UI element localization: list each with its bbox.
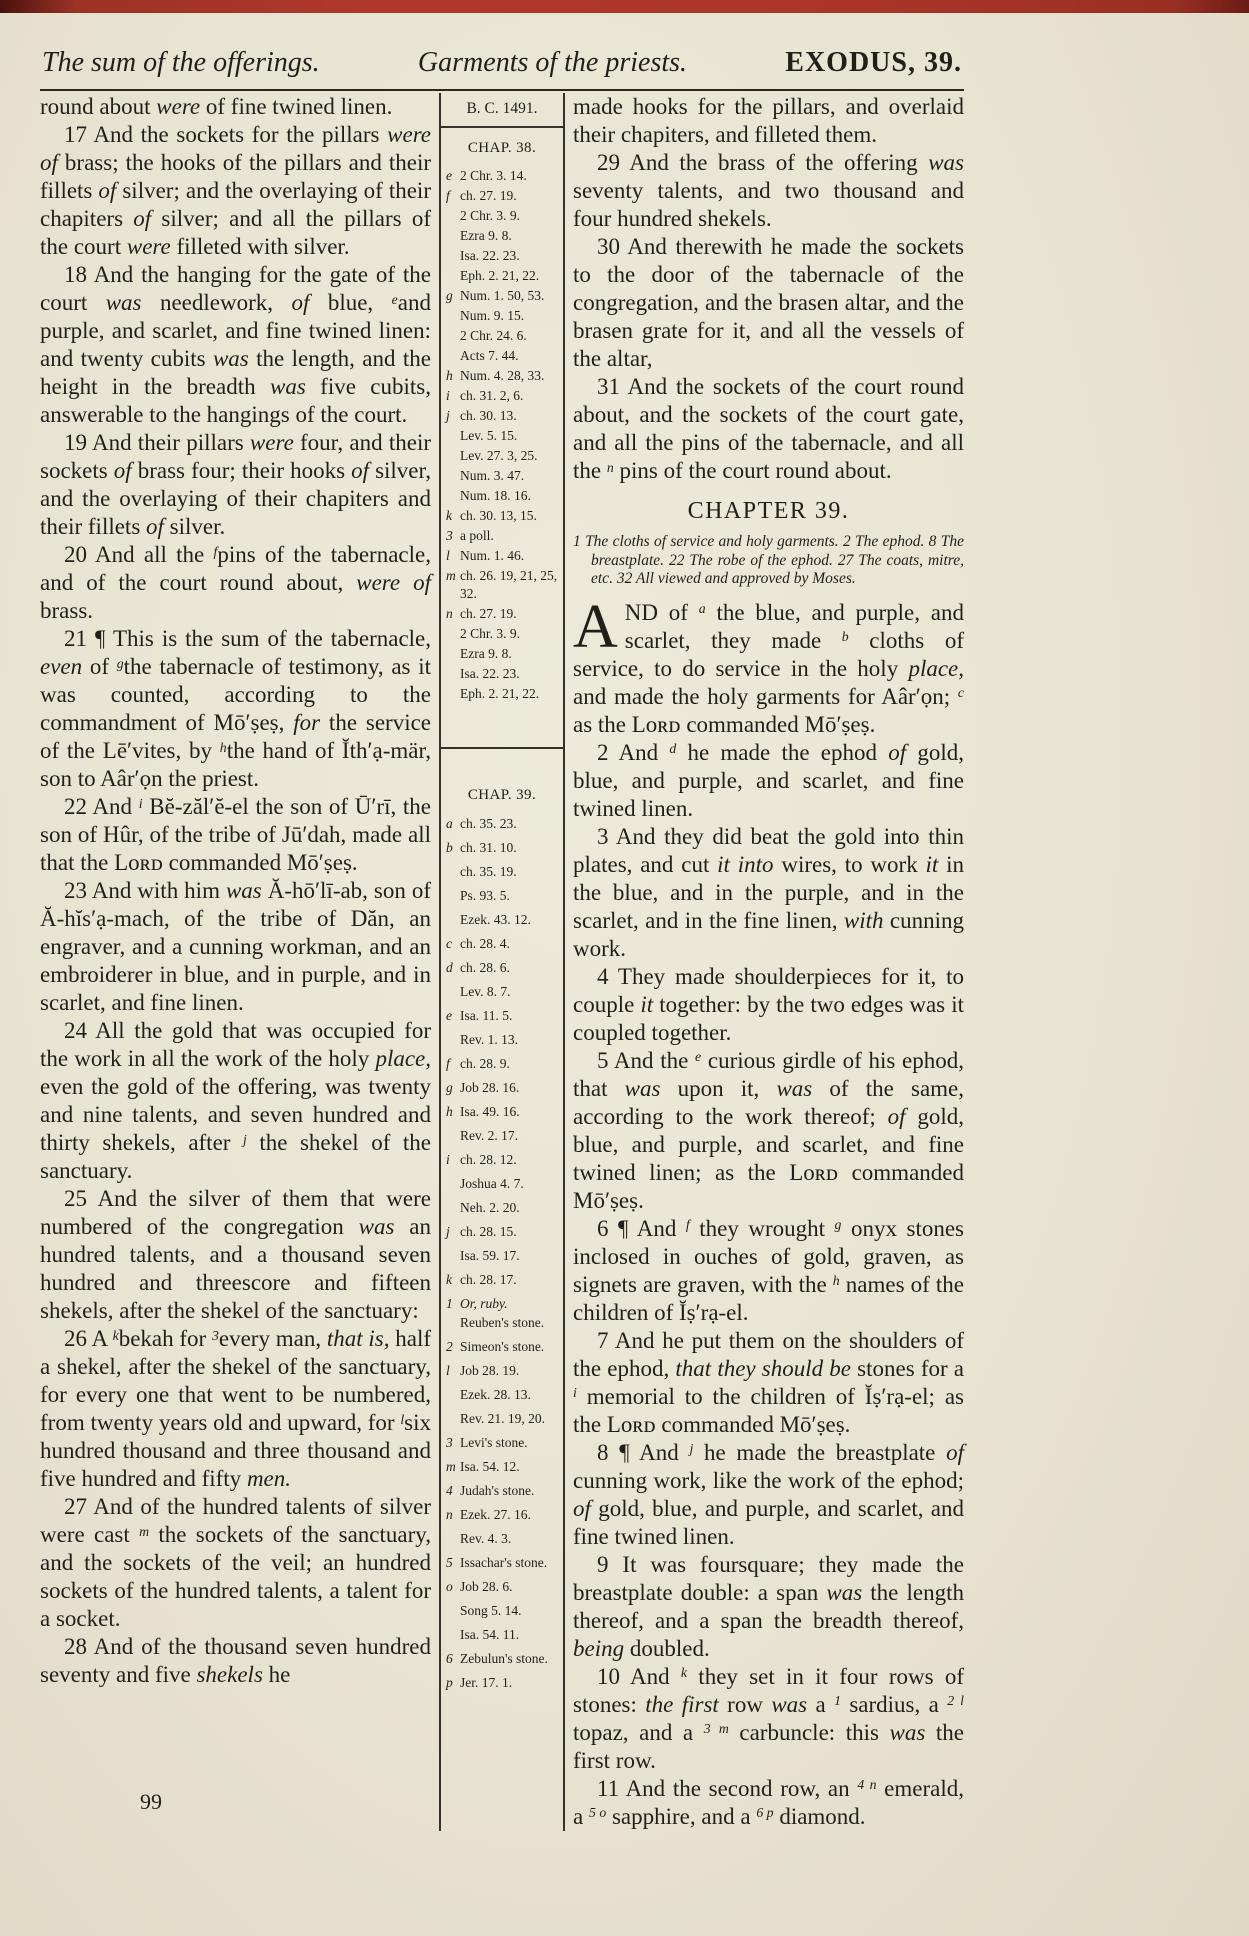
running-head — [40, 13, 964, 91]
reference-key — [446, 625, 460, 643]
reference-text: Ezra 9. 8. — [460, 646, 512, 661]
reference-key: f — [446, 188, 450, 203]
verse-paragraph: 31 And the sockets of the court round about, and the sockets of the court gate, and all the pins of the tabernacle, and all the $^n$ pins of the court round about. — [573, 374, 964, 483]
cross-reference — [446, 227, 558, 245]
reference-key — [446, 982, 460, 1001]
cross-reference — [446, 1481, 558, 1500]
reference-key: g — [446, 288, 453, 303]
bc-date: B. C. 1491. — [441, 93, 563, 128]
verse-paragraph: 4 They made shoulderpieces for it, to couple it together: by the two edges was it coupled together. — [573, 963, 964, 1045]
reference-text: Isa. 11. 5. — [460, 1008, 513, 1023]
reference-text: ch. 26. 19, 21, 25, 32. — [460, 568, 558, 601]
reference-key — [446, 1030, 460, 1049]
reference-text: Jer. 17. 1. — [460, 1675, 513, 1690]
cross-reference — [446, 1649, 558, 1668]
reference-text: Rev. 2. 17. — [460, 1128, 518, 1143]
cross-reference — [446, 367, 558, 385]
reference-key — [446, 267, 460, 285]
cross-reference — [446, 1150, 558, 1169]
right-text-column — [565, 93, 964, 1831]
chap-39-references — [446, 814, 558, 1692]
cross-reference — [446, 1270, 558, 1289]
reference-text: 2 Chr. 3. 9. — [460, 626, 521, 641]
cross-reference — [446, 814, 558, 833]
reference-text: Ps. 93. 5. — [460, 888, 510, 903]
reference-key: j — [446, 1224, 450, 1239]
reference-text: Ezek. 28. 13. — [460, 1387, 531, 1402]
reference-text: Or, ruby. Reuben's stone. — [460, 1296, 545, 1330]
reference-key — [446, 1409, 460, 1428]
reference-key — [446, 1198, 460, 1217]
reference-text: Rev. 4. 3. — [460, 1531, 512, 1546]
reference-text: a poll. — [460, 528, 494, 543]
running-head-book-reference: EXODUS, 39. — [785, 47, 962, 78]
reference-text: Rev. 1. 13. — [460, 1032, 518, 1047]
reference-text: ch. 28. 12. — [460, 1152, 517, 1167]
reference-key — [446, 1529, 460, 1548]
cross-reference — [446, 838, 558, 857]
reference-key: d — [446, 960, 453, 975]
reference-text: Job 28. 6. — [460, 1579, 513, 1594]
cross-reference — [446, 1673, 558, 1692]
cross-reference — [446, 247, 558, 265]
reference-text: Ezek. 43. 12. — [460, 912, 531, 927]
cross-reference — [446, 1294, 558, 1332]
left-text-column — [40, 93, 439, 1831]
reference-key — [446, 307, 460, 325]
verse-paragraph: 25 And the silver of them that were numbered of the congregation was an hundred talents, and a thousand seven hundred and threescore and fifteen shekels, after the shekel of the sanctuary: — [40, 1186, 431, 1323]
verse-paragraph: 23 And with him was Ă-hō′lī-ab, son of Ă-hĭs′ạ-mach, of the tribe of Dăn, an engraver, and a cunning workman, and an embroiderer in blue, and in purple, and in scarlet, and fine linen. — [40, 878, 432, 1015]
reference-key: b — [446, 840, 453, 855]
verse-paragraph: 2 And $^d$ he made the ephod of gold, blue, and purple, and scarlet, and fine twined linen. — [573, 739, 965, 821]
reference-text: ch. 27. 19. — [460, 606, 517, 621]
cross-reference — [446, 1625, 558, 1644]
reference-key: i — [446, 1152, 450, 1167]
reference-text: Isa. 54. 11. — [460, 1627, 520, 1642]
reference-key — [446, 645, 460, 663]
cross-reference — [446, 1385, 558, 1404]
reference-key: m — [446, 568, 456, 583]
verse-paragraph: 21 ¶ This is the sum of the tabernacle, even of $^g$the tabernacle of testimony, as it was counted, according to the commandment of Mō′ṣeṣ, for the service of the Lē′vites, by $^h$the hand of Ĭth′ạ-mär, son to Aâr′ọn the priest. — [40, 626, 431, 791]
reference-text: ch. 35. 23. — [460, 816, 517, 831]
cross-reference — [446, 1198, 558, 1217]
cross-reference — [446, 934, 558, 953]
reference-text: ch. 31. 10. — [460, 840, 517, 855]
reference-text: ch. 28. 9. — [460, 1056, 510, 1071]
reference-key: l — [446, 548, 450, 563]
verse-paragraph: 18 And the hanging for the gate of the court was needlework, of blue, $^e$and purple, and scarlet, and fine twined linen: and twenty cubits was the length, and the height in the breadth was five cubits, answerable to the hangings of the court. — [40, 262, 431, 427]
chap-38-heading: CHAP. 38. — [467, 140, 537, 156]
reference-key — [446, 327, 460, 345]
cross-reference — [446, 1577, 558, 1596]
cross-reference — [446, 267, 558, 285]
verse-paragraph: 24 All the gold that was occupied for the work in all the work of the holy place, even the gold of the offering, was twenty and nine talents, and seven hundred and thirty shekels, after $^j$ the shekel of the sanctuary. — [40, 1018, 431, 1183]
reference-text: Lev. 5. 15. — [460, 428, 518, 443]
verse-paragraph: 5 And the $^e$ curious girdle of his ephod, that was upon it, was of the same, according to the work thereof; of gold, blue, and purple, and scarlet, and fine twined linen; as the Lᴏʀᴅ commanded Mō′ṣeṣ. — [573, 1047, 965, 1213]
reference-text: Acts 7. 44. — [460, 348, 519, 363]
reference-key: e — [446, 168, 452, 183]
reference-key — [446, 886, 460, 905]
reference-key: 5 — [446, 1555, 453, 1570]
reference-text: Song 5. 14. — [460, 1603, 522, 1618]
cross-reference — [446, 1409, 558, 1428]
reference-key: a — [446, 816, 453, 831]
cross-reference — [446, 910, 558, 929]
reference-text: Issachar's stone. — [460, 1555, 548, 1570]
reference-text: 2 Chr. 3. 14. — [460, 168, 527, 183]
verse-paragraph: 10 And $^k$ they set in it four rows of stones: the first row was a $^1$ sardius, a $^{2 l}$ topaz, and a $^{3 m}$ carbuncle: this was the first row. — [573, 1663, 965, 1773]
reference-text: ch. 35. 19. — [460, 864, 517, 879]
cross-reference — [446, 1078, 558, 1097]
cross-reference — [446, 1553, 558, 1572]
verse-paragraph: round about were of fine twined linen. — [40, 94, 393, 119]
reference-key: 3 — [446, 528, 453, 543]
verse-paragraph: 6 ¶ And $^f$ they wrought $^g$ onyx stones inclosed in ouches of gold, graven, as signets are graven, with the $^h$ names of the children of Ĭṣ′rạ-el. — [573, 1215, 965, 1325]
reference-key: m — [446, 1459, 456, 1474]
cross-reference — [446, 1361, 558, 1380]
verse-paragraph: made hooks for the pillars, and overlaid their chapiters, and filleted them. — [573, 94, 964, 147]
cross-reference — [446, 625, 558, 643]
cross-reference — [446, 207, 558, 225]
reference-text: Zebulun's stone. — [460, 1651, 548, 1666]
reference-text: ch. 28. 17. — [460, 1272, 517, 1287]
verse-paragraph: 8 ¶ And $^j$ he made the breastplate of cunning work, like the work of the ephod; of gold, blue, and purple, and scarlet, and fine twined linen. — [573, 1439, 965, 1549]
reference-key — [446, 1625, 460, 1644]
reference-text: Ezra 9. 8. — [460, 228, 512, 243]
reference-key: 2 — [446, 1339, 453, 1354]
verse-paragraph: 30 And therewith he made the sockets to the door of the tabernacle of the congregation, and the brasen altar, and the brasen grate for it, and all the vessels of the altar, — [573, 234, 964, 371]
cross-reference — [446, 982, 558, 1001]
cross-reference — [446, 1030, 558, 1049]
cross-reference — [446, 387, 558, 405]
reference-text: Num. 9. 15. — [460, 308, 525, 323]
page-top-red-edge — [0, 0, 1249, 13]
reference-key — [446, 862, 460, 881]
chap-39-heading: CHAP. 39. — [467, 787, 537, 803]
cross-reference — [446, 167, 558, 185]
cross-reference — [446, 685, 558, 703]
reference-key: n — [446, 1507, 453, 1522]
reference-key — [446, 447, 460, 465]
reference-key — [446, 665, 460, 683]
right-column-top-verses — [573, 93, 964, 485]
cross-reference — [446, 327, 558, 345]
cross-reference — [446, 447, 558, 465]
running-head-left-title: The sum of the offerings. — [42, 47, 320, 78]
cross-reference — [446, 1457, 558, 1476]
cross-reference — [446, 958, 558, 977]
reference-key — [446, 685, 460, 703]
reference-text: Lev. 27. 3, 25. — [460, 448, 538, 463]
cross-reference — [446, 487, 558, 505]
cross-reference — [446, 1102, 558, 1121]
reference-text: Rev. 21. 19, 20. — [460, 1411, 545, 1426]
reference-text: Isa. 49. 16. — [460, 1104, 520, 1119]
cross-reference — [446, 1246, 558, 1265]
reference-text: ch. 28. 6. — [460, 960, 510, 975]
reference-text: Job 28. 16. — [460, 1080, 520, 1095]
verse-paragraph: 20 And all the $^f$pins of the tabernacle, and of the court round about, were of brass. — [40, 542, 431, 623]
reference-key — [446, 467, 460, 485]
reference-text: Isa. 22. 23. — [460, 666, 520, 681]
reference-key: h — [446, 368, 453, 383]
reference-text: Simeon's stone. — [460, 1339, 545, 1354]
cross-reference — [446, 287, 558, 305]
reference-column — [439, 93, 565, 1831]
reference-text: Joshua 4. 7. — [460, 1176, 524, 1191]
reference-text: ch. 28. 15. — [460, 1224, 517, 1239]
reference-key — [446, 1385, 460, 1404]
verse-paragraph: 19 And their pillars were four, and their sockets of brass four; their hooks of silver, and the overlaying of their chapiters and their fillets of silver. — [40, 430, 431, 539]
cross-reference — [446, 427, 558, 445]
reference-text: 2 Chr. 24. 6. — [460, 328, 527, 343]
reference-text: Isa. 54. 12. — [460, 1459, 520, 1474]
reference-key: f — [446, 1056, 450, 1071]
cross-reference — [446, 1601, 558, 1620]
verse-paragraph: 9 It was foursquare; they made the breastplate double: a span was the length thereof, and a span the breadth thereof, being doubled. — [573, 1551, 964, 1661]
verse-paragraph: 7 And he put them on the shoulders of the ephod, that they should be stones for a $^i$ memorial to the children of Ĭṣ′rạ-el; as the Lᴏʀᴅ commanded Mō′ṣeṣ. — [573, 1327, 965, 1437]
reference-key: j — [446, 408, 450, 423]
reference-text: Num. 1. 46. — [460, 548, 525, 563]
bible-page — [40, 13, 964, 1831]
chapter-39-title: CHAPTER 39. — [687, 498, 850, 524]
cross-reference — [446, 507, 558, 525]
reference-text: Eph. 2. 21, 22. — [460, 268, 540, 283]
verse-paragraph: 27 And of the hundred talents of silver were cast $^m$ the sockets of the sanctuary, and the sockets of the veil; an hundred sockets of the hundred talents, a talent for a socket. — [40, 1494, 431, 1631]
reference-key: n — [446, 606, 453, 621]
reference-key — [446, 1601, 460, 1620]
cross-reference — [446, 1222, 558, 1241]
page-number: 99 — [140, 1788, 162, 1814]
cross-reference — [446, 547, 558, 565]
reference-key — [446, 1174, 460, 1193]
reference-key: 6 — [446, 1651, 453, 1666]
reference-text: Judah's stone. — [460, 1483, 535, 1498]
cross-reference — [446, 862, 558, 881]
reference-key: g — [446, 1080, 453, 1095]
verse-paragraph: 26 A $^k$bekah for $^3$every man, that is, half a shekel, after the shekel of the sanctuary, for every one that went to be numbered, from twenty years old and upward, for $^l$six hundred thousand and three thousand and five hundred and fifty men. — [40, 1326, 431, 1491]
verse-paragraph: 11 And the second row, an $^{4 n}$ emerald, a $^{5 o}$ sapphire, and a $^{6 p}$ diamond. — [573, 1775, 965, 1829]
cross-reference — [446, 1006, 558, 1025]
reference-key: 1 — [446, 1296, 453, 1311]
reference-text: Num. 3. 47. — [460, 468, 525, 483]
reference-key: h — [446, 1104, 453, 1119]
reference-text: Ezek. 27. 16. — [460, 1507, 531, 1522]
reference-key: k — [446, 508, 452, 523]
reference-key — [446, 227, 460, 245]
reference-text: 2 Chr. 3. 9. — [460, 208, 521, 223]
reference-key: c — [446, 936, 452, 951]
reference-key: k — [446, 1272, 452, 1287]
cross-reference — [446, 1126, 558, 1145]
reference-text: Levi's stone. — [460, 1435, 528, 1450]
reference-text: ch. 28. 4. — [460, 936, 510, 951]
reference-key — [446, 207, 460, 225]
reference-key — [446, 1246, 460, 1265]
cross-reference — [446, 1054, 558, 1073]
reference-text: Num. 1. 50, 53. — [460, 288, 545, 303]
reference-text: Eph. 2. 21, 22. — [460, 686, 540, 701]
reference-key: o — [446, 1579, 453, 1594]
reference-text: Neh. 2. 20. — [460, 1200, 520, 1215]
reference-text: Num. 4. 28, 33. — [460, 368, 545, 383]
cross-reference — [446, 407, 558, 425]
verse-paragraph: 29 And the brass of the offering was seventy talents, and two thousand and four hundred shekels. — [573, 150, 964, 231]
reference-text: ch. 30. 13, 15. — [460, 508, 537, 523]
reference-key: 4 — [446, 1483, 453, 1498]
right-column-verses — [573, 739, 964, 1831]
reference-key — [446, 247, 460, 265]
cross-reference — [446, 347, 558, 365]
reference-text: Num. 18. 16. — [460, 488, 531, 503]
reference-text: Isa. 59. 17. — [460, 1248, 520, 1263]
reference-key — [446, 427, 460, 445]
cross-reference — [446, 886, 558, 905]
reference-key: i — [446, 388, 450, 403]
verse-paragraph: 22 And $^i$ Bĕ-zăl′ĕ-el the son of Ū′rī, the son of Hûr, of the tribe of Jū′dah, made all that the Lᴏʀᴅ commanded Mō′ṣeṣ. — [40, 794, 431, 875]
verse-paragraph: 17 And the sockets for the pillars were of brass; the hooks of the pillars and their fillets of silver; and the overlaying of their chapiters of silver; and all the pillars of the court were filleted with silver. — [40, 122, 432, 259]
reference-key: l — [446, 1363, 450, 1378]
reference-text: ch. 30. 13. — [460, 408, 517, 423]
cross-reference — [446, 1433, 558, 1452]
reference-key: p — [446, 1675, 453, 1690]
cross-reference — [446, 1174, 558, 1193]
reference-key — [446, 487, 460, 505]
reference-key: e — [446, 1008, 452, 1023]
reference-key — [446, 347, 460, 365]
cross-reference — [446, 665, 558, 683]
drop-cap-letter: A — [573, 592, 618, 661]
reference-text: Job 28. 19. — [460, 1363, 520, 1378]
cross-reference — [446, 605, 558, 623]
cross-reference — [446, 567, 558, 603]
reference-key: 3 — [446, 1435, 453, 1450]
cross-reference — [446, 527, 558, 545]
cross-reference — [446, 1337, 558, 1356]
cross-reference — [446, 307, 558, 325]
cross-reference — [446, 467, 558, 485]
reference-text: Isa. 22. 23. — [460, 248, 520, 263]
reference-divider — [441, 747, 563, 749]
verse-paragraph — [573, 592, 964, 739]
chapter-39-summary: 1 The cloths of service and holy garments. 2 The ephod. 8 The breastplate. 22 The robe of the ephod. 27 The coats, mitre, etc. 32 All viewed and approved by Moses. — [573, 533, 964, 587]
cross-reference — [446, 1505, 558, 1524]
cross-reference — [446, 1529, 558, 1548]
reference-text: Lev. 8. 7. — [460, 984, 511, 999]
verse-paragraph: 3 And they did beat the gold into thin plates, and cut it into wires, to work it in the blue, and in the purple, and in the scarlet, and in the fine linen, with cunning work. — [573, 823, 964, 961]
reference-text: ch. 27. 19. — [460, 188, 517, 203]
reference-text: ch. 31. 2, 6. — [460, 388, 524, 403]
running-head-center-title: Garments of the priests. — [417, 47, 688, 78]
reference-key — [446, 1126, 460, 1145]
chap-38-references — [446, 167, 558, 703]
reference-key — [446, 910, 460, 929]
first-verse-text: ND of $^a$ the blue, and purple, and scarlet, they made $^b$ cloths of service, to do service in the holy place, and made the holy garments for Aâr′ọn; $^c$ as the Lᴏʀᴅ commanded Mō′ṣeṣ. — [573, 599, 964, 737]
page-columns — [40, 93, 964, 1831]
cross-reference — [446, 187, 558, 205]
verse-paragraph: 28 And of the thousand seven hundred seventy and five shekels he — [40, 1634, 431, 1687]
cross-reference — [446, 645, 558, 663]
